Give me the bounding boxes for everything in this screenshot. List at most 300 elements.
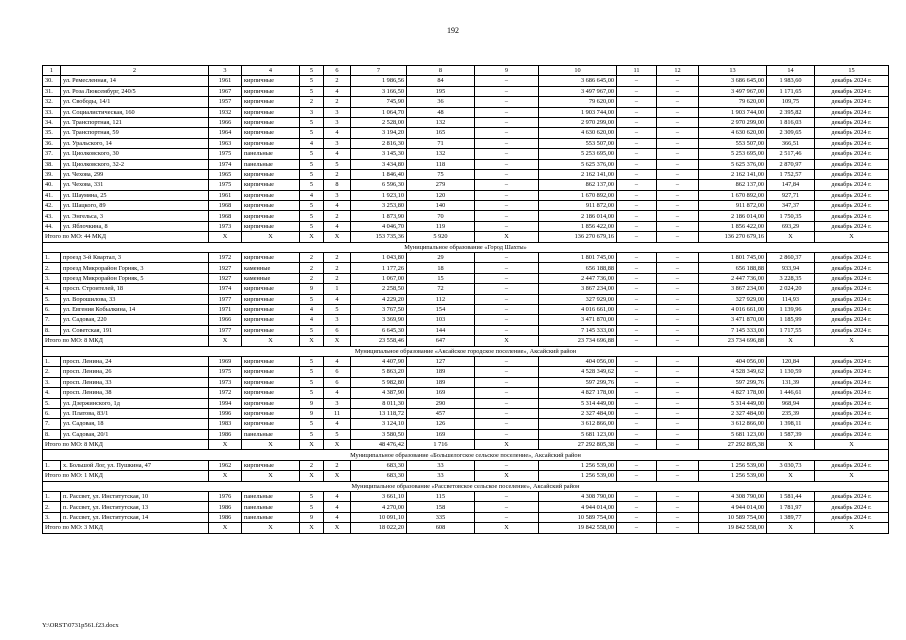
table-cell: ул. Платова, 83/1 (61, 408, 209, 418)
table-cell: – (657, 440, 699, 450)
table-cell: каменные (242, 263, 300, 273)
table-cell: декабрь 2024 г. (815, 86, 889, 96)
table-cell: 5 (300, 180, 324, 190)
table-cell: 114,93 (767, 294, 815, 304)
table-cell: 1964 (209, 128, 242, 138)
table-cell: 35. (43, 128, 61, 138)
table-cell: – (475, 398, 539, 408)
table-cell: 2 258,50 (351, 284, 407, 294)
table-row (43, 304, 889, 314)
column-number: 10 (539, 66, 617, 76)
table-cell: X (242, 440, 300, 450)
table-cell: 1 067,00 (351, 273, 407, 283)
table-cell: 2 870,97 (767, 159, 815, 169)
table-cell: 6 (324, 377, 351, 387)
table-cell: 5 (300, 169, 324, 179)
table-cell: ул. Садовая, 18 (61, 419, 209, 429)
table-cell: – (617, 128, 657, 138)
table-cell: – (475, 284, 539, 294)
table-row (43, 97, 889, 107)
table-cell: – (617, 76, 657, 86)
table-cell: X (767, 471, 815, 481)
table-cell: 36 (407, 97, 475, 107)
table-cell: декабрь 2024 г. (815, 367, 889, 377)
table-cell: кирпичные (242, 107, 300, 117)
table-row (43, 263, 889, 273)
table-cell: просп. Ленина, 38 (61, 388, 209, 398)
table-cell: 745,90 (351, 97, 407, 107)
table-cell: декабрь 2024 г. (815, 253, 889, 263)
table-cell: 29 (407, 253, 475, 263)
table-cell: – (617, 325, 657, 335)
table-cell: ул. Садовая, 20/1 (61, 429, 209, 439)
table-cell: 2 186 014,00 (539, 211, 617, 221)
total-row (43, 440, 889, 450)
table-cell: 3 (324, 117, 351, 127)
table-cell: 2 186 014,00 (699, 211, 767, 221)
table-cell: – (475, 429, 539, 439)
table-cell: 5 314 449,00 (539, 398, 617, 408)
table-cell: кирпичные (242, 388, 300, 398)
table-cell: X (209, 232, 242, 242)
table-cell: 1975 (209, 367, 242, 377)
table-cell: 2 (300, 263, 324, 273)
table-cell: панельные (242, 492, 300, 502)
table-cell: 4 (300, 138, 324, 148)
table-cell: 11 (324, 408, 351, 418)
table-cell: 404 056,00 (699, 356, 767, 366)
table-cell: ул. Циолковского, 30 (61, 149, 209, 159)
table-cell: 1963 (209, 138, 242, 148)
table-cell: – (475, 388, 539, 398)
table-cell: 79 620,00 (539, 97, 617, 107)
table-cell: – (617, 117, 657, 127)
table-cell: 5 (300, 492, 324, 502)
table-cell: декабрь 2024 г. (815, 221, 889, 231)
table-cell: – (657, 294, 699, 304)
table-cell: – (657, 190, 699, 200)
table-cell: 1 923,10 (351, 190, 407, 200)
table-cell: 683,30 (351, 460, 407, 470)
table-cell: 2 327 484,00 (539, 408, 617, 418)
table-row (43, 356, 889, 366)
table-cell: 189 (407, 367, 475, 377)
table-cell: 683,30 (351, 471, 407, 481)
table-cell: 2 (300, 273, 324, 283)
table-cell: ул. Яблочкина, 8 (61, 221, 209, 231)
table-cell: – (617, 471, 657, 481)
table-cell: 2 162 141,00 (539, 169, 617, 179)
table-cell: – (617, 356, 657, 366)
table-row (43, 149, 889, 159)
table-cell: декабрь 2024 г. (815, 294, 889, 304)
table-row (43, 128, 889, 138)
table-cell: 1986 (209, 512, 242, 522)
table-cell: кирпичные (242, 97, 300, 107)
table-cell: кирпичные (242, 356, 300, 366)
table-cell: – (657, 159, 699, 169)
table-cell: – (475, 377, 539, 387)
table-row (43, 86, 889, 96)
table-cell: 2 970 299,00 (699, 117, 767, 127)
table-cell: 144 (407, 325, 475, 335)
table-cell: кирпичные (242, 86, 300, 96)
table-cell: 347,37 (767, 201, 815, 211)
table-row (43, 201, 889, 211)
table-cell: 862 137,00 (539, 180, 617, 190)
table-cell: 3 (324, 190, 351, 200)
table-cell: ул. Циолковского, 32-2 (61, 159, 209, 169)
table-body (43, 66, 889, 534)
table-cell: 9 (300, 284, 324, 294)
table-cell: – (475, 107, 539, 117)
table-cell: X (767, 523, 815, 533)
table-cell: 9 (300, 398, 324, 408)
table-cell: – (475, 273, 539, 283)
table-cell: – (657, 273, 699, 283)
table-cell: 40. (43, 180, 61, 190)
table-cell: 1986 (209, 502, 242, 512)
table-cell: – (475, 201, 539, 211)
table-cell: – (617, 315, 657, 325)
table-cell: декабрь 2024 г. (815, 377, 889, 387)
table-cell: ул. Шаумяна, 25 (61, 190, 209, 200)
table-cell: 3 686 645,00 (539, 76, 617, 86)
table-cell: кирпичные (242, 128, 300, 138)
table-cell: 1 064,70 (351, 107, 407, 117)
table-cell: 4 630 620,00 (539, 128, 617, 138)
table-cell: кирпичные (242, 460, 300, 470)
table-cell: – (657, 263, 699, 273)
table-row (43, 294, 889, 304)
table-cell: 36. (43, 138, 61, 148)
table-cell: 1976 (209, 492, 242, 502)
table-cell: 2 024,20 (767, 284, 815, 294)
table-cell: X (475, 523, 539, 533)
table-cell: 1 256 539,00 (699, 460, 767, 470)
table-row (43, 367, 889, 377)
table-cell: 911 872,00 (539, 201, 617, 211)
table-cell: 3 686 645,00 (699, 76, 767, 86)
table-cell: X (300, 336, 324, 346)
table-cell: 3 661,10 (351, 492, 407, 502)
table-cell: 1 717,55 (767, 325, 815, 335)
table-cell: 1 139,96 (767, 304, 815, 314)
table-cell: декабрь 2024 г. (815, 190, 889, 200)
table-cell: кирпичные (242, 304, 300, 314)
table-cell: 4 (324, 512, 351, 522)
table-cell: 1961 (209, 190, 242, 200)
table-cell: – (617, 408, 657, 418)
table-cell: ул. Чехова, 331 (61, 180, 209, 190)
table-cell: 132 (407, 149, 475, 159)
table-cell: 2. (43, 502, 61, 512)
table-cell: 6 (324, 367, 351, 377)
table-cell: 140 (407, 201, 475, 211)
table-cell: 3. (43, 273, 61, 283)
table-cell: декабрь 2024 г. (815, 117, 889, 127)
table-cell: X (815, 440, 889, 450)
table-cell: 3 (324, 107, 351, 117)
table-cell: 4 (324, 502, 351, 512)
table-cell: 5 625 376,00 (699, 159, 767, 169)
table-cell: 126 (407, 419, 475, 429)
table-cell: 147,84 (767, 180, 815, 190)
column-number: 3 (209, 66, 242, 76)
table-cell: проезд Микрорайон Горняк, 3 (61, 263, 209, 273)
table-cell: 7 145 333,00 (539, 325, 617, 335)
table-cell: 2 309,65 (767, 128, 815, 138)
table-cell: 127 (407, 356, 475, 366)
table-cell: 5 253 695,00 (539, 149, 617, 159)
table-cell: декабрь 2024 г. (815, 138, 889, 148)
table-cell: 44. (43, 221, 61, 231)
table-cell: X (324, 471, 351, 481)
table-cell: 115 (407, 492, 475, 502)
table-cell: 4 387,90 (351, 388, 407, 398)
table-cell: 5 625 376,00 (539, 159, 617, 169)
table-cell: 5 863,20 (351, 367, 407, 377)
table-cell: 6 596,30 (351, 180, 407, 190)
table-cell: 597 299,76 (539, 377, 617, 387)
total-label: Итого по МО: 8 МКД (43, 336, 209, 346)
table-cell: – (475, 325, 539, 335)
table-cell: – (475, 408, 539, 418)
table-cell: 154 (407, 304, 475, 314)
table-cell: 5 314 449,00 (699, 398, 767, 408)
table-cell: – (617, 232, 657, 242)
table-cell: 1 903 744,00 (539, 107, 617, 117)
table-cell: 5 (300, 325, 324, 335)
table-row (43, 76, 889, 86)
table-cell: – (617, 180, 657, 190)
column-number: 11 (617, 66, 657, 76)
table-cell: 1 983,60 (767, 76, 815, 86)
table-cell: декабрь 2024 г. (815, 284, 889, 294)
table-cell: 3 228,35 (767, 273, 815, 283)
table-row (43, 377, 889, 387)
table-cell: 4 046,70 (351, 221, 407, 231)
table-cell: X (815, 336, 889, 346)
table-cell: 41. (43, 190, 61, 200)
table-cell: 656 188,88 (539, 263, 617, 273)
table-cell: декабрь 2024 г. (815, 107, 889, 117)
table-cell: 1965 (209, 169, 242, 179)
table-cell: – (617, 304, 657, 314)
table-row (43, 117, 889, 127)
table-cell: 103 (407, 315, 475, 325)
table-row (43, 388, 889, 398)
table-cell: 5 (300, 419, 324, 429)
table-cell: декабрь 2024 г. (815, 388, 889, 398)
table-cell: 327 929,00 (539, 294, 617, 304)
table-cell: 4 528 349,62 (699, 367, 767, 377)
table-cell: – (475, 97, 539, 107)
table-cell: 48 476,42 (351, 440, 407, 450)
table-cell: 119 (407, 221, 475, 231)
table-cell: 1 171,65 (767, 86, 815, 96)
table-cell: 23 734 696,88 (539, 336, 617, 346)
table-cell: – (657, 492, 699, 502)
table-cell: 136 270 679,16 (539, 232, 617, 242)
table-cell: кирпичные (242, 377, 300, 387)
table-cell: 1932 (209, 107, 242, 117)
table-cell: 2 (324, 97, 351, 107)
table-cell: 1971 (209, 304, 242, 314)
table-cell: 9 (300, 408, 324, 418)
table-cell: 33 (407, 460, 475, 470)
table-cell: 3 (324, 138, 351, 148)
table-cell: – (617, 502, 657, 512)
table-cell: 4 270,00 (351, 502, 407, 512)
table-cell: 5 (300, 502, 324, 512)
table-cell: 3 (324, 398, 351, 408)
table-cell: 79 620,00 (699, 97, 767, 107)
table-cell: 5 253 695,00 (699, 149, 767, 159)
table-row (43, 273, 889, 283)
table-cell: 1975 (209, 149, 242, 159)
table-cell: 2. (43, 367, 61, 377)
table-cell: – (657, 367, 699, 377)
table-cell: 1966 (209, 117, 242, 127)
table-cell: декабрь 2024 г. (815, 273, 889, 283)
table-cell: декабрь 2024 г. (815, 408, 889, 418)
table-cell: 404 056,00 (539, 356, 617, 366)
table-cell: 3 497 967,00 (699, 86, 767, 96)
table-cell: 1 581,44 (767, 492, 815, 502)
table-cell: 2 (324, 273, 351, 283)
table-cell: 3 (324, 315, 351, 325)
table-cell: 4 016 661,00 (539, 304, 617, 314)
table-cell: ул. Социалистическая, 160 (61, 107, 209, 117)
table-cell: декабрь 2024 г. (815, 149, 889, 159)
table-cell: 5 (300, 221, 324, 231)
table-cell: 3. (43, 512, 61, 522)
table-cell: 1 846,40 (351, 169, 407, 179)
table-cell: 235,39 (767, 408, 815, 418)
table-cell: – (617, 169, 657, 179)
table-cell: 23 558,46 (351, 336, 407, 346)
table-cell: 4. (43, 388, 61, 398)
table-cell: кирпичные (242, 408, 300, 418)
table-cell: 3 497 967,00 (539, 86, 617, 96)
table-cell: ул. Свободы, 14/1 (61, 97, 209, 107)
table-cell: X (242, 232, 300, 242)
table-cell: кирпичные (242, 325, 300, 335)
table-cell: – (475, 169, 539, 179)
table-cell: 5 (300, 356, 324, 366)
table-cell: 31. (43, 86, 61, 96)
table-cell: 5 (300, 128, 324, 138)
table-cell: 1973 (209, 221, 242, 231)
table-cell: 6. (43, 304, 61, 314)
table-cell: кирпичные (242, 211, 300, 221)
table-cell: 2 327 484,00 (699, 408, 767, 418)
table-cell: – (657, 460, 699, 470)
table-cell: 1975 (209, 180, 242, 190)
table-cell: X (209, 471, 242, 481)
table-cell: X (242, 471, 300, 481)
table-cell: 1972 (209, 388, 242, 398)
table-cell: – (657, 76, 699, 86)
table-cell: ул. Транспортная, 59 (61, 128, 209, 138)
table-cell: декабрь 2024 г. (815, 180, 889, 190)
table-cell: – (657, 523, 699, 533)
table-cell: – (617, 86, 657, 96)
table-cell: ул. Шацкого, 89 (61, 201, 209, 211)
table-cell: 366,51 (767, 138, 815, 148)
table-cell: – (657, 86, 699, 96)
table-row (43, 169, 889, 179)
table-cell: ул. Евгения Кобылкина, 14 (61, 304, 209, 314)
total-row (43, 232, 889, 242)
table-cell: X (300, 440, 324, 450)
table-cell: 4 (300, 190, 324, 200)
column-number: 6 (324, 66, 351, 76)
table-cell: 1961 (209, 76, 242, 86)
table-cell: 5 (324, 429, 351, 439)
table-cell: X (324, 232, 351, 242)
table-cell: – (475, 159, 539, 169)
table-cell: X (300, 523, 324, 533)
table-cell: 109,75 (767, 97, 815, 107)
table-cell: – (617, 512, 657, 522)
table-row (43, 253, 889, 263)
table-cell: – (617, 263, 657, 273)
table-cell: 2 528,00 (351, 117, 407, 127)
table-cell: 27 292 805,38 (539, 440, 617, 450)
table-cell: X (815, 232, 889, 242)
table-row (43, 211, 889, 221)
table-cell: – (617, 138, 657, 148)
table-cell: 1 716 (407, 440, 475, 450)
table-cell: декабрь 2024 г. (815, 76, 889, 86)
table-cell: ул. Садовая, 220 (61, 315, 209, 325)
table-cell: ул. Дзержинского, 1д (61, 398, 209, 408)
table-cell: 4 (324, 492, 351, 502)
table-cell: – (657, 211, 699, 221)
table-cell: – (657, 377, 699, 387)
table-cell: 5 (300, 76, 324, 86)
table-cell: – (475, 492, 539, 502)
table-row (43, 315, 889, 325)
table-cell: кирпичные (242, 284, 300, 294)
total-label: Итого по МО: 44 МКД (43, 232, 209, 242)
table-cell: 1. (43, 356, 61, 366)
table-cell: 1 256 539,00 (699, 471, 767, 481)
table-cell: – (657, 117, 699, 127)
table-cell: 136 270 679,16 (699, 232, 767, 242)
table-cell: 4 (324, 294, 351, 304)
table-cell: 335 (407, 512, 475, 522)
table-cell: 131,39 (767, 377, 815, 387)
table-cell: 1 043,80 (351, 253, 407, 263)
table-cell: 3 030,73 (767, 460, 815, 470)
table-cell: – (657, 336, 699, 346)
table-cell: 911 872,00 (699, 201, 767, 211)
table-cell: 4 (324, 86, 351, 96)
table-cell: декабрь 2024 г. (815, 169, 889, 179)
table-cell: X (209, 440, 242, 450)
table-cell: – (617, 284, 657, 294)
table-row (43, 138, 889, 148)
table-cell: ул. Ворошилова, 33 (61, 294, 209, 304)
table-cell: – (475, 128, 539, 138)
table-cell: – (617, 419, 657, 429)
section-title: Муниципальное образование «Рассветовское сельское поселение», Аксайский район (43, 481, 889, 491)
table-row (43, 325, 889, 335)
table-cell: X (815, 471, 889, 481)
